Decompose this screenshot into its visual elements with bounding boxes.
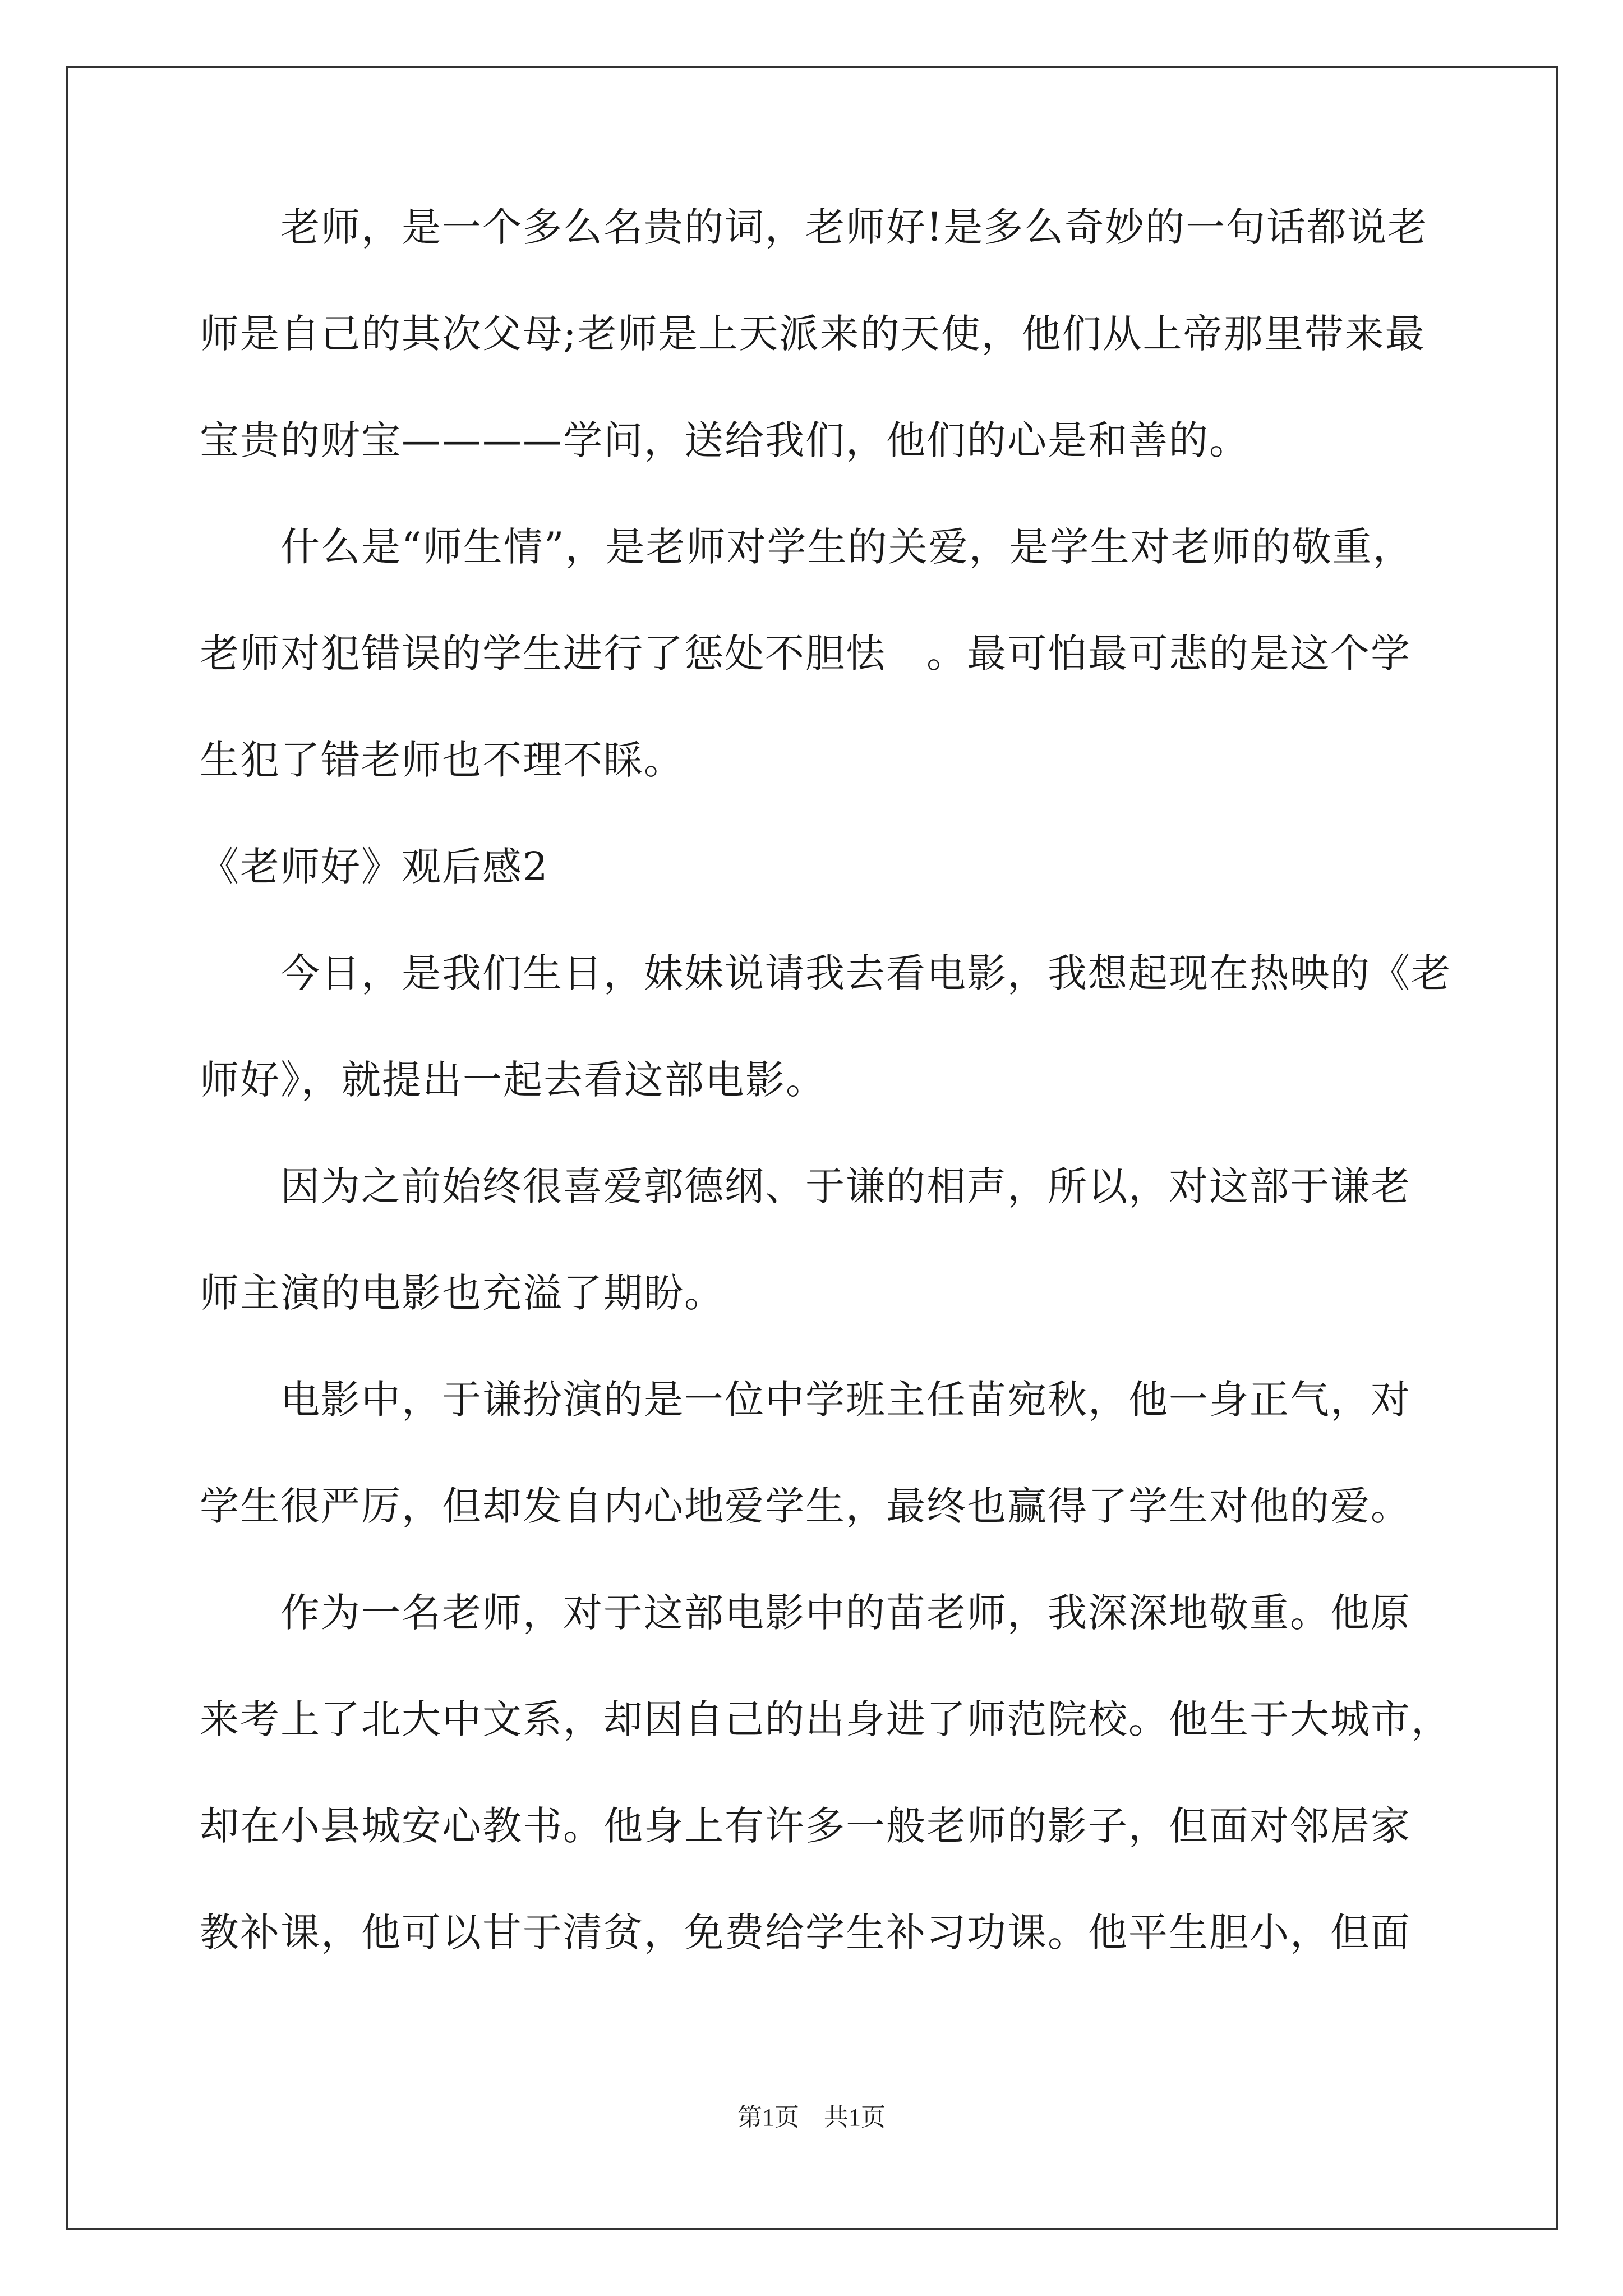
text-line: 因为之前始终很喜爱郭德纲、于谦的相声，所以，对这部于谦老 [200,1163,1411,1209]
text-line: 生犯了错老师也不理不睬。 [200,737,684,783]
text-line: 却在小县城安心教书。他身上有许多一般老师的影子，但面对邻居家 [200,1803,1411,1849]
text-line: 什么是“师生情”，是老师对学生的关爱，是学生对老师的敬重， [200,524,1413,570]
text-line: 师好》，就提出一起去看这部电影。 [200,1057,826,1103]
text-line: 作为一名老师，对于这部电影中的苗老师，我深深地敬重。他原 [200,1590,1411,1636]
text-line: 学生很严厉，但却发自内心地爱学生，最终也赢得了学生对他的爱。 [200,1483,1411,1529]
text-line: 来考上了北大中文系，却因自己的出身进了师范院校。他生于大城市， [200,1696,1451,1742]
text-line: 今日，是我们生日，妹妹说请我去看电影，我想起现在热映的《老 [200,950,1451,996]
text-line: 师是自己的其次父母;老师是上天派来的天使，他们从上帝那里带来最 [200,311,1426,357]
text-line: 师主演的电影也充溢了期盼。 [200,1270,725,1316]
text-line: 老师，是一个多么名贵的词，老师好!是多么奇妙的一句话都说老 [200,204,1428,250]
text-line: 宝贵的财宝————学问，送给我们，他们的心是和善的。 [200,417,1249,463]
text-line: 老师对犯错误的学生进行了惩处不胆怯 。最可怕最可悲的是这个学 [200,631,1411,677]
section-heading: 《老师好》观后感2 [200,844,549,890]
text-line: 教补课，他可以甘于清贫，免费给学生补习功课。他平生胆小，但面 [200,1910,1411,1955]
text-line: 电影中，于谦扮演的是一位中学班主任苗宛秋，他一身正气，对 [200,1377,1411,1423]
page-number-footer: 第1页 共1页 [737,2104,886,2131]
